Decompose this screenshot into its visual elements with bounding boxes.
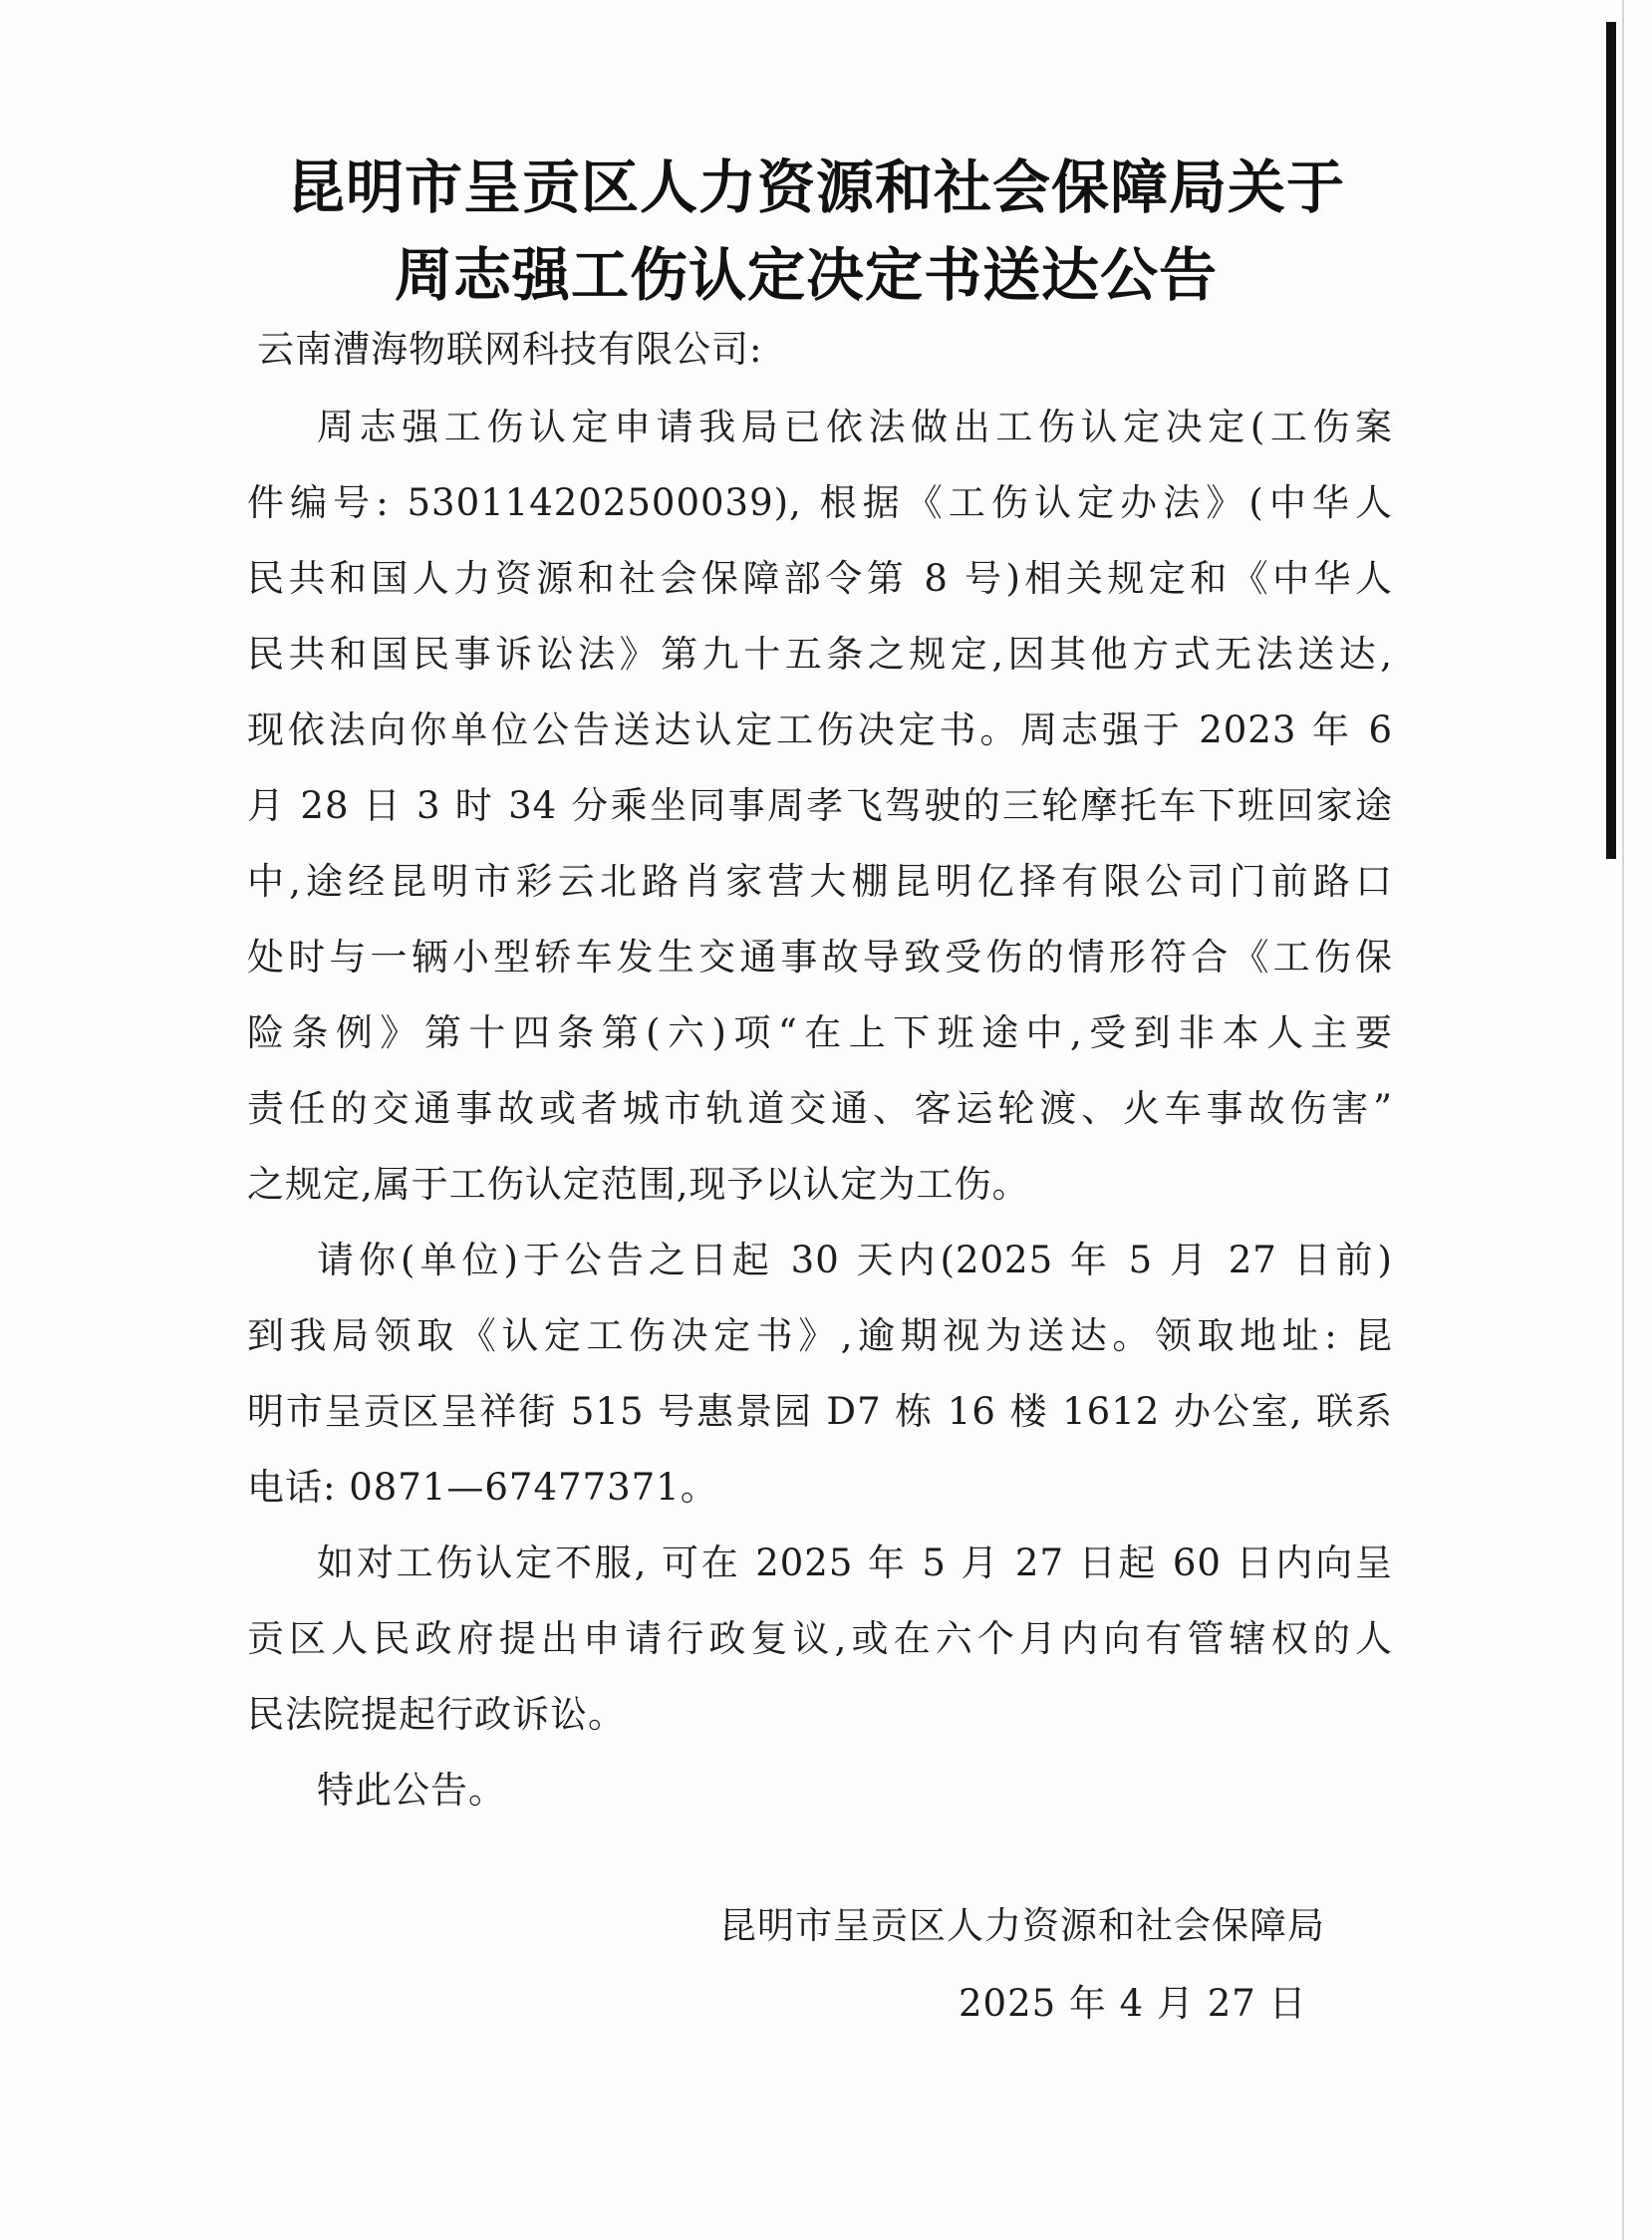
paragraph-1-line: 民共和国民事诉讼法》第九十五条之规定,因其他方式无法送达, [247,633,1393,676]
closing-statement: 特此公告。 [317,1769,506,1812]
paragraph-2-line: 电话: 0871—67477371。 [247,1466,718,1509]
paragraph-1-line: 之规定,属于工伤认定范围,现予以认定为工伤。 [247,1163,1030,1206]
scan-edge-bar [1606,22,1616,859]
paragraph-3-line: 如对工伤认定不服, 可在 2025 年 5 月 27 日起 60 日内向呈 [317,1541,1393,1584]
paragraph-1-line: 处时与一辆小型轿车发生交通事故导致受伤的情形符合《工伤保 [247,936,1393,979]
paragraph-1-line: 险条例》第十四条第(六)项“在上下班途中,受到非本人主要 [247,1011,1393,1054]
paragraph-1-line: 件编号: 530114202500039), 根据《工伤认定办法》(中华人 [247,481,1393,524]
notice-title-line-1: 昆明市呈贡区人力资源和社会保障局关于 [286,153,1345,221]
issuing-authority: 昆明市呈贡区人力资源和社会保障局 [719,1904,1325,1947]
paragraph-2-line: 请你(单位)于公告之日起 30 天内(2025 年 5 月 27 日前) [317,1239,1393,1281]
notice-title-line-2: 周志强工伤认定决定书送达公告 [394,241,1218,309]
issue-date: 2025 年 4 月 27 日 [959,1982,1307,2025]
paragraph-3-line: 贡区人民政府提出申请行政复议,或在六个月内向有管辖权的人 [247,1617,1393,1660]
paragraph-2-line: 明市呈贡区呈祥街 515 号惠景园 D7 栋 16 楼 1612 办公室, 联系 [247,1390,1393,1433]
paragraph-3-line: 民法院提起行政诉讼。 [247,1693,626,1736]
paragraph-1-line: 中,途经昆明市彩云北路肖家营大棚昆明亿择有限公司门前路口 [247,860,1393,903]
paragraph-1-line: 责任的交通事故或者城市轨道交通、客运轮渡、火车事故伤害” [247,1087,1393,1130]
paragraph-1-line: 月 28 日 3 时 34 分乘坐同事周孝飞驾驶的三轮摩托车下班回家途 [247,784,1393,827]
scan-edge-line [1622,0,1624,2240]
paragraph-1-line: 现依法向你单位公告送达认定工伤决定书。周志强于 2023 年 6 [247,708,1393,751]
paragraph-1-line: 民共和国人力资源和社会保障部令第 8 号)相关规定和《中华人 [247,557,1393,600]
paragraph-1-line: 周志强工伤认定申请我局已依法做出工伤认定决定(工伤案 [317,406,1393,448]
recipient: 云南漕海物联网科技有限公司: [257,328,763,371]
paragraph-2-line: 到我局领取《认定工伤决定书》,逾期视为送达。领取地址: 昆 [247,1314,1393,1357]
